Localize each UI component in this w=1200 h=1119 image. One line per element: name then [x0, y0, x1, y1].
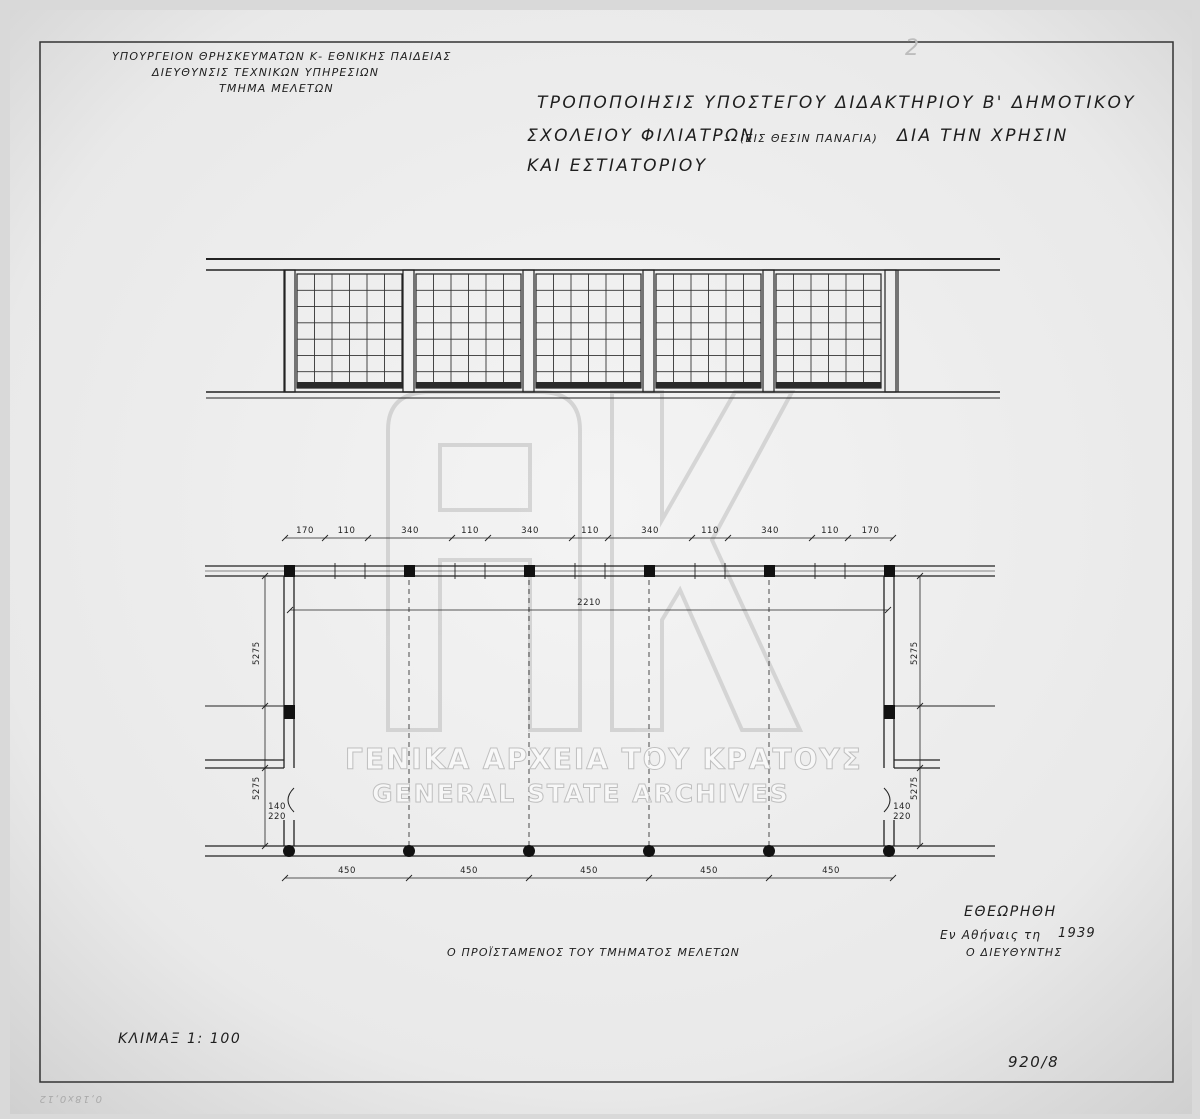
column — [643, 845, 655, 857]
ministry-name: ΥΠΟΥΡΓΕΙΟΝ ΘΡΗΣΚΕΥΜΑΤΩΝ Κ- ΕΘΝΙΚΗΣ ΠΑΙΔΕΙΑΣ — [112, 50, 452, 63]
title-line-3: ΚΑΙ ΕΣΤΙΑΤΟΡΙΟΥ — [527, 156, 708, 176]
department-name: ΤΜΗΜΑ ΜΕΛΕΤΩΝ — [219, 82, 334, 95]
top-dimension-label: 110 — [821, 526, 839, 536]
margin-note: 0,18x0,12 — [38, 1093, 102, 1104]
bottom-dimension-label: 450 — [338, 866, 356, 876]
door-left-width: 140 — [268, 802, 286, 812]
top-dimension-label: 110 — [701, 526, 719, 536]
left-upper-height: 5275 — [252, 641, 262, 665]
top-dimension-label: 340 — [761, 526, 779, 536]
bottom-dimension-label: 450 — [700, 866, 718, 876]
title-line-2c: ΔΙΑ ΤΗΝ ΧΡΗΣΙΝ — [897, 126, 1069, 146]
window-sill — [656, 382, 761, 388]
watermark-greek: ΓΕΝΙΚΑ ΑΡΧΕΙΑ ΤΟΥ ΚΡΑΤΟΥΣ — [345, 743, 863, 776]
column — [883, 845, 895, 857]
head-of-department: Ο ΠΡΟΪΣΤΑΜΕΝΟΣ ΤΟΥ ΤΜΗΜΑΤΟΣ ΜΕΛΕΤΩΝ — [447, 946, 741, 959]
pier — [404, 565, 415, 577]
left-lower-height: 5275 — [252, 776, 262, 800]
door-right-height: 220 — [893, 812, 911, 822]
bottom-dimension-label: 450 — [460, 866, 478, 876]
bottom-dimension-label: 450 — [580, 866, 598, 876]
top-dimension-label: 340 — [641, 526, 659, 536]
top-dimension-label: 110 — [337, 526, 356, 536]
directorate-name: ΔΙΕΥΘΥΝΣΙΣ ΤΕΧΝΙΚΩΝ ΥΠΗΡΕΣΙΩΝ — [152, 66, 380, 79]
pier — [884, 565, 895, 577]
place-date: Εν Αθήναις τη — [940, 928, 1042, 942]
window-sill — [536, 382, 641, 388]
director-label: Ο ΔΙΕΥΘΥΝΤΗΣ — [966, 946, 1063, 959]
window-sill — [776, 382, 881, 388]
title-line-2a: ΣΧΟΛΕΙΟΥ ΦΙΛΙΑΤΡΩΝ — [527, 126, 756, 146]
corner-mark: 2 — [905, 36, 921, 61]
overall-width-label: 2210 — [577, 598, 601, 608]
top-dimension-label: 170 — [296, 526, 314, 536]
top-dimension-label: 340 — [521, 526, 539, 536]
column — [763, 845, 775, 857]
pier — [284, 705, 295, 719]
right-upper-height: 5275 — [910, 641, 920, 665]
bottom-dimension-label: 450 — [822, 866, 840, 876]
door-right-width: 140 — [893, 802, 911, 812]
window-sill — [297, 382, 402, 388]
top-dimension-label: 340 — [401, 526, 419, 536]
top-dimension-label: 110 — [461, 526, 479, 536]
pier — [524, 565, 535, 577]
title-line-1: ΤΡΟΠΟΠΟΙΗΣΙΣ ΥΠΟΣΤΕΓΟΥ ΔΙΔΑΚΤΗΡΙΟΥ Β' ΔΗΜΟΤΙΚΟΥ — [537, 93, 1137, 113]
pier — [884, 705, 895, 719]
approved-label: ΕΘΕΩΡΗΘΗ — [964, 904, 1057, 920]
pier — [644, 565, 655, 577]
pier — [764, 565, 775, 577]
sheet-number: 920/8 — [1008, 1053, 1060, 1071]
column — [283, 845, 295, 857]
scale-label: ΚΛΙΜΑΞ 1: 100 — [118, 1031, 242, 1047]
pier — [284, 565, 295, 577]
window-sill — [416, 382, 521, 388]
approval-year: 1939 — [1058, 926, 1096, 941]
watermark-english: GENERAL STATE ARCHIVES — [372, 779, 790, 808]
right-lower-height: 5275 — [910, 776, 920, 800]
top-dimension-label: 110 — [581, 526, 599, 536]
column — [403, 845, 415, 857]
top-dimension-label: 170 — [861, 526, 880, 536]
door-left-height: 220 — [268, 812, 286, 822]
title-line-2b: (ΕΙΣ ΘΕΣΙΝ ΠΑΝΑΓΙΑ) — [740, 132, 878, 145]
column — [523, 845, 535, 857]
